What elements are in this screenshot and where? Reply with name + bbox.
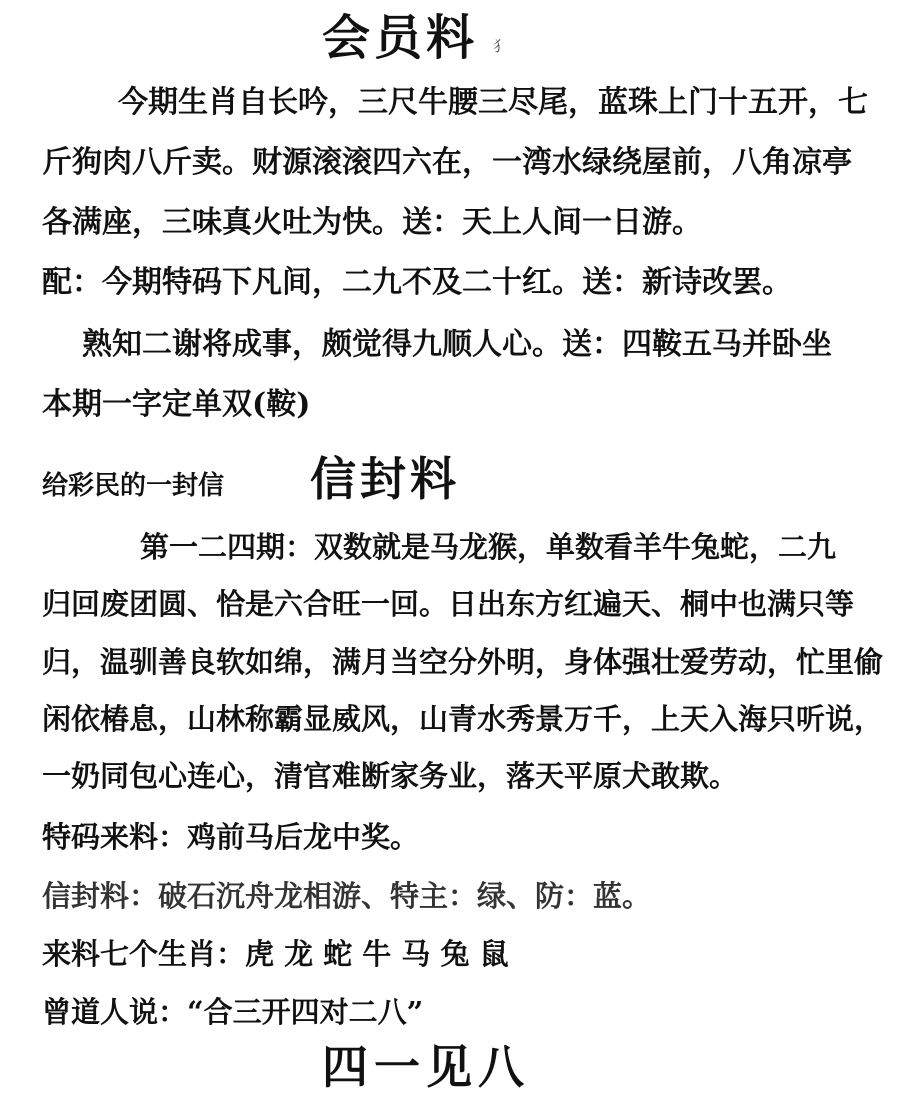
member-section-title: 会员料 (322, 10, 479, 66)
envelope-line-3: 归，温驯善良软如绵，满月当空分外明，身体强壮爱劳动，忙里偷 (42, 645, 884, 679)
envelope-section-title: 信封料 (310, 452, 460, 506)
envelope-line-8: 来料七个生肖：虎 龙 蛇 牛 马 兔 鼠 (42, 937, 509, 971)
envelope-line-6: 特码来料：鸡前马后龙中奖。 (42, 820, 420, 854)
footer-title: 四一见八 (322, 1040, 530, 1094)
member-line-2: 斤狗肉八斤卖。财源滚滚四六在，一湾水绿绕屋前，八角凉亭 (42, 145, 852, 180)
envelope-line-2: 归回废团圆、恰是六合旺一回。日出东方红遍天、桐中也满只等 (42, 587, 855, 621)
member-line-4: 配：今期特码下凡间，二九不及二十红。送：新诗改罢。 (42, 265, 792, 300)
envelope-line-1: 第一二四期：双数就是马龙猴，单数看羊牛兔蛇，二九 (140, 530, 837, 564)
member-line-3: 各满座，三味真火吐为快。送：天上人间一日游。 (42, 205, 702, 240)
member-line-1: 今期生肖自长吟，三尺牛腰三尽尾，蓝珠上门十五开，七 (118, 85, 868, 120)
member-line-5: 熟知二谢将成事，颇觉得九顺人心。送：四鞍五马并卧坐 (82, 327, 832, 362)
envelope-line-5: 一奶同包心连心，清官难断家务业，落天平原犬敢欺。 (42, 759, 739, 793)
member-line-6: 本期一字定单双(鞍) (42, 387, 311, 422)
envelope-label: 给彩民的一封信 (42, 471, 225, 501)
envelope-line-7: 信封料：破石沉舟龙相游、特主：绿、防：蓝。 (42, 879, 652, 913)
envelope-line-9: 曾道人说：“合三开四对二八” (42, 995, 424, 1029)
title-mark-glyph: 犭 (493, 39, 507, 55)
envelope-line-4: 闲依椿息，山林称霸显威风，山青水秀景万千，上天入海只听说， (42, 702, 884, 736)
